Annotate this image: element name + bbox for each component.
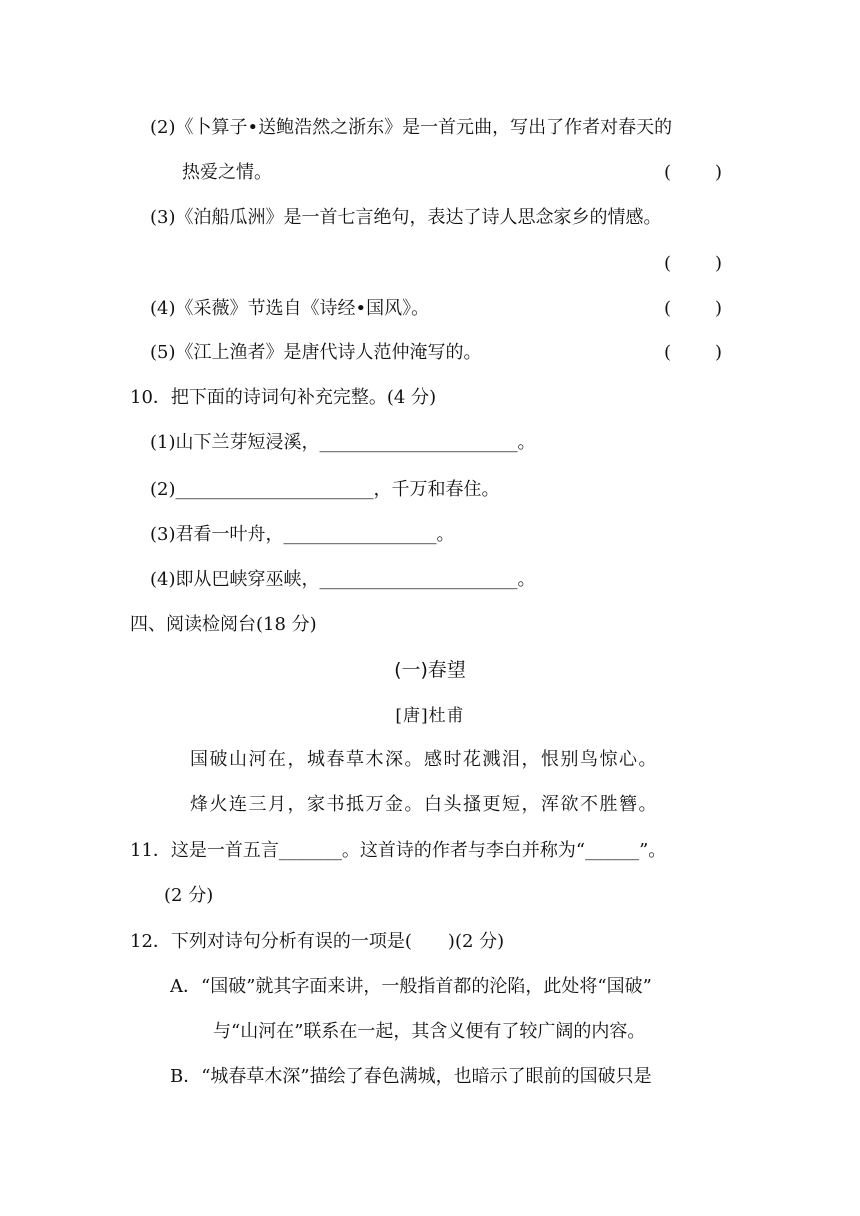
answer-paren-2 — [664, 160, 722, 186]
paren-close: ) — [714, 253, 722, 274]
question-12-option-a-line-2: 与“山河在”联系在一起，其含义便有了较广阔的内容。 — [213, 1021, 646, 1042]
paren-open: ( — [664, 342, 672, 363]
question-12-option-b-line-1: B．“城春草木深”描绘了春色满城，也暗示了眼前的国破只是 — [170, 1066, 652, 1087]
poem-title: (一)春望 — [394, 659, 466, 681]
answer-paren-3 — [664, 251, 722, 277]
question-10-heading: 10．把下面的诗词句补充完整。(4 分) — [130, 387, 437, 408]
question-12-option-a-line-1: A．“国破”就其字面来讲，一般指首都的沦陷，此处将“国破” — [170, 976, 652, 997]
answer-paren-4 — [664, 296, 722, 322]
item-3-line-1: (3)《泊船瓜洲》是一首七言绝句，表达了诗人思念家乡的情感。 — [150, 207, 662, 228]
poem-line-1: 国破山河在，城春草木深。感时花溅泪，恨别鸟惊心。 — [190, 749, 658, 770]
item-4: (4)《采薇》节选自《诗经•国风》。 — [150, 298, 430, 319]
paren-open: ( — [664, 162, 672, 183]
paren-close: ) — [714, 298, 722, 319]
question-10-line-2: (2)______________________，千万和春住。 — [150, 479, 500, 500]
item-5: (5)《江上渔者》是唐代诗人范仲淹写的。 — [150, 342, 482, 363]
paren-close: ) — [714, 162, 722, 183]
question-10-line-4: (4)即从巴峡穿巫峡，______________________。 — [150, 569, 536, 590]
paren-close: ) — [714, 342, 722, 363]
section-4-heading: 四、阅读检阅台(18 分) — [130, 614, 317, 635]
item-2-line-2: 热爱之情。 — [182, 162, 272, 183]
answer-paren-5 — [664, 340, 722, 366]
question-10-line-1: (1)山下兰芽短浸溪，______________________。 — [150, 432, 536, 453]
paren-open: ( — [664, 298, 672, 319]
question-10-line-3: (3)君看一叶舟，_________________。 — [150, 524, 455, 545]
question-12-heading: 12．下列对诗句分析有误的一项是( )(2 分) — [130, 931, 505, 952]
paren-open: ( — [664, 253, 672, 274]
item-2-line-1: (2)《卜算子•送鲍浩然之浙东》是一首元曲，写出了作者对春天的 — [150, 117, 673, 138]
poem-line-2: 烽火连三月，家书抵万金。白头搔更短，浑欲不胜簪。 — [190, 794, 658, 815]
question-11-line-1: 11．这是一首五言_______。这首诗的作者与李白并称为“______”。 — [130, 840, 667, 861]
question-11-line-2: (2 分) — [164, 885, 214, 906]
poem-author: [唐]杜甫 — [395, 706, 465, 726]
